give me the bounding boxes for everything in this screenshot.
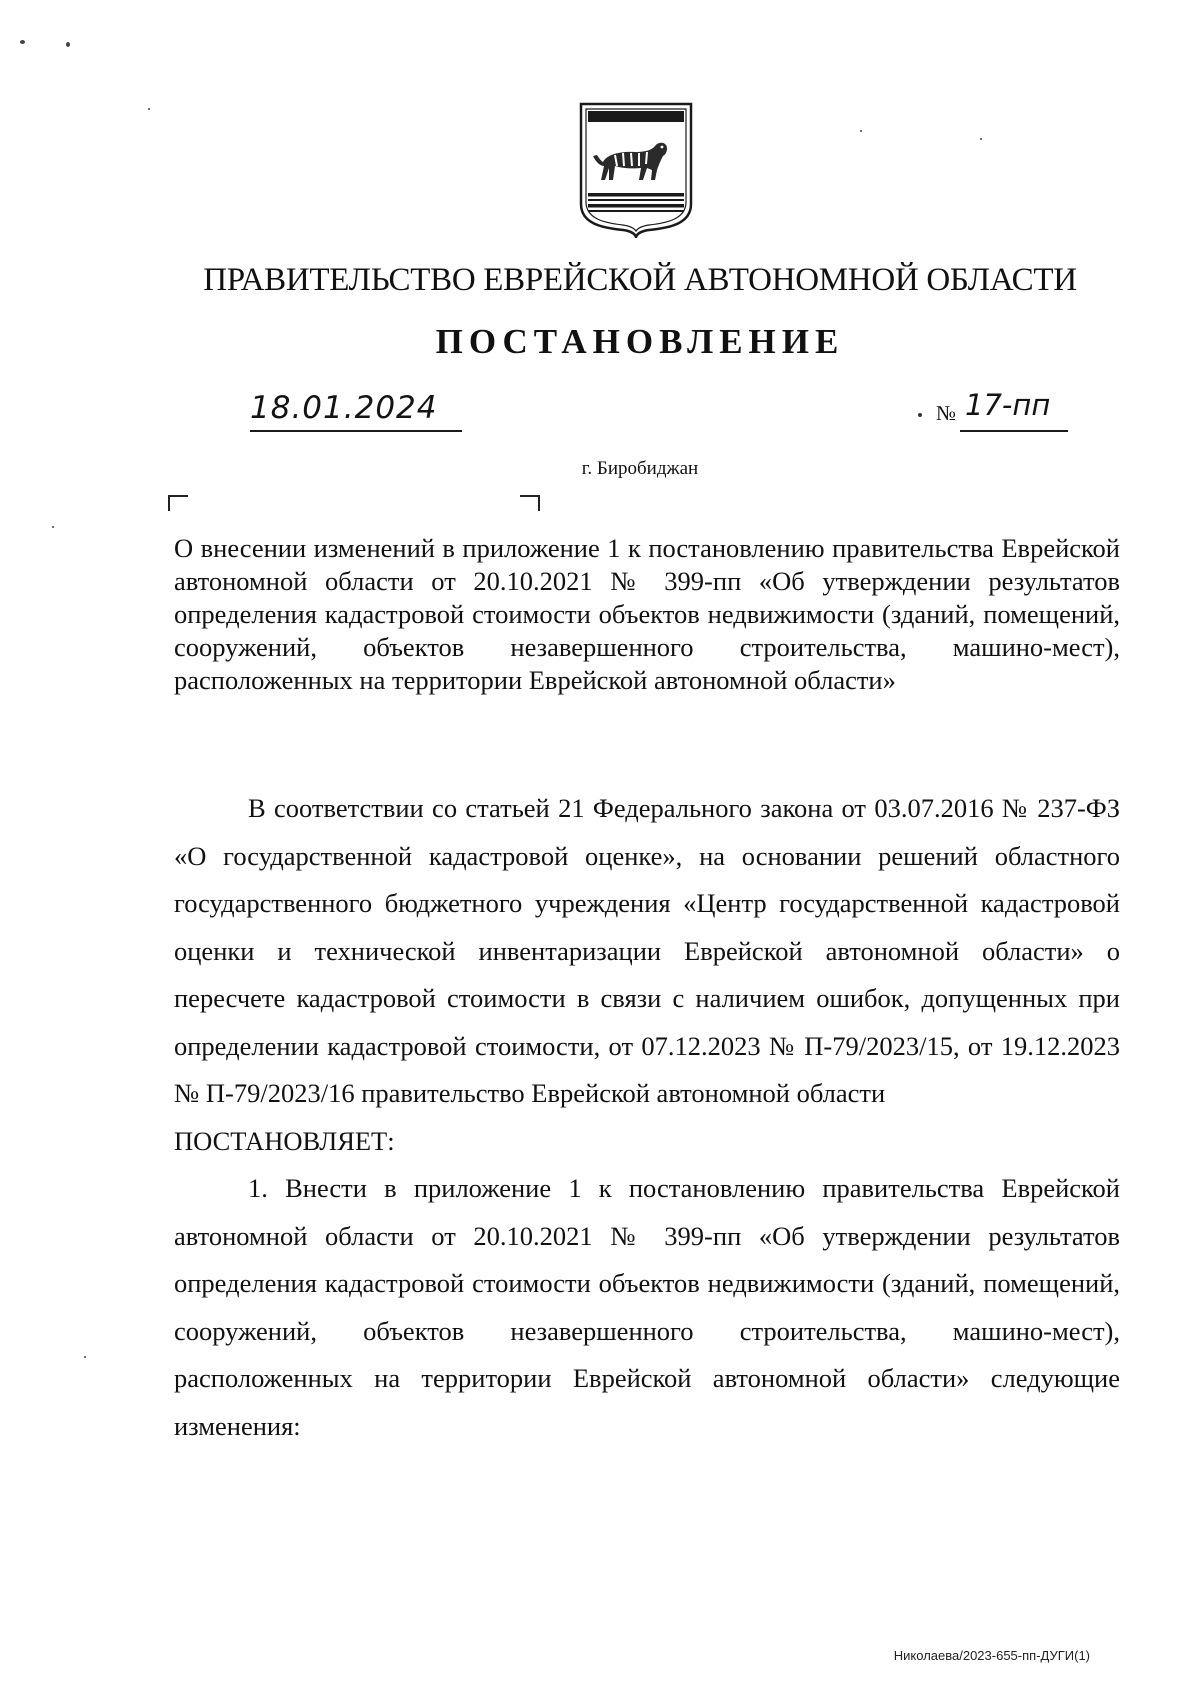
city-line: г. Биробиджан	[581, 458, 699, 479]
government-title: ПРАВИТЕЛЬСТВО ЕВРЕЙСКОЙ АВТОНОМНОЙ ОБЛАСТИ	[203, 262, 1077, 298]
preamble-paragraph: В соответствии со статьей 21 Федерального закона от 03.07.2016 № 237-ФЗ «О государственной кадастровой оценке», на основании решений областного государственного бюджетного учреждения «Центр государственной кадастровой оценки и технической инвентаризации Еврейской автономной области» о пересчете кадастровой стоимости в связи с наличием ошибок, допущенных при определении кадастровой стоимости, от 07.12.2023 № П-79/2023/15, от 19.12.2023 № П-79/2023/16 правительство Еврейской автономной области	[174, 793, 1120, 1108]
handwritten-document-number: 17-пп	[965, 388, 1051, 422]
scan-speck	[84, 1356, 86, 1358]
scan-speck	[148, 108, 150, 110]
handwritten-date: 18.01.2024	[250, 390, 438, 426]
document-body	[174, 785, 1120, 1450]
scan-speck	[66, 42, 70, 47]
item-1-paragraph: 1. Внести в приложение 1 к постановлению правительства Еврейской автономной области от 20.10.2021 № 399-пп «Об утверждении результатов определения кадастровой стоимости объектов недвижимости (зданий, помещений, сооружений, объектов незавершенного строительства, машино-мест), расположенных на территории Еврейской автономной области» следующие изменения:	[174, 1173, 1120, 1441]
date-underline	[250, 430, 462, 432]
decree-word: ПОСТАНОВЛЯЕТ:	[174, 1125, 395, 1156]
document-type-title: ПОСТАНОВЛЕНИЕ	[435, 322, 845, 361]
scan-speck	[860, 130, 862, 132]
subject-bracket-left-icon	[168, 495, 188, 511]
number-sign: №	[936, 401, 957, 425]
document-subject: О внесении изменений в приложение 1 к постановлению правительства Еврейской автономной области от 20.10.2021 № 399-пп «Об утверждении результатов определения кадастровой стоимости объектов недвижимости (зданий, помещений, сооружений, объектов незавершенного строительства, машино-мест), расположенных на территории Еврейской автономной области»	[174, 533, 1120, 695]
scan-speck	[980, 138, 982, 140]
document-code: Николаева/2023-655-пп-ДУГИ(1)	[893, 1648, 1090, 1663]
coat-of-arms-tiger-icon	[577, 100, 695, 238]
scan-speck	[20, 40, 25, 44]
scan-speck	[52, 526, 54, 528]
number-underline	[960, 430, 1068, 432]
scan-speck	[918, 413, 922, 417]
subject-bracket-right-icon	[520, 495, 540, 511]
